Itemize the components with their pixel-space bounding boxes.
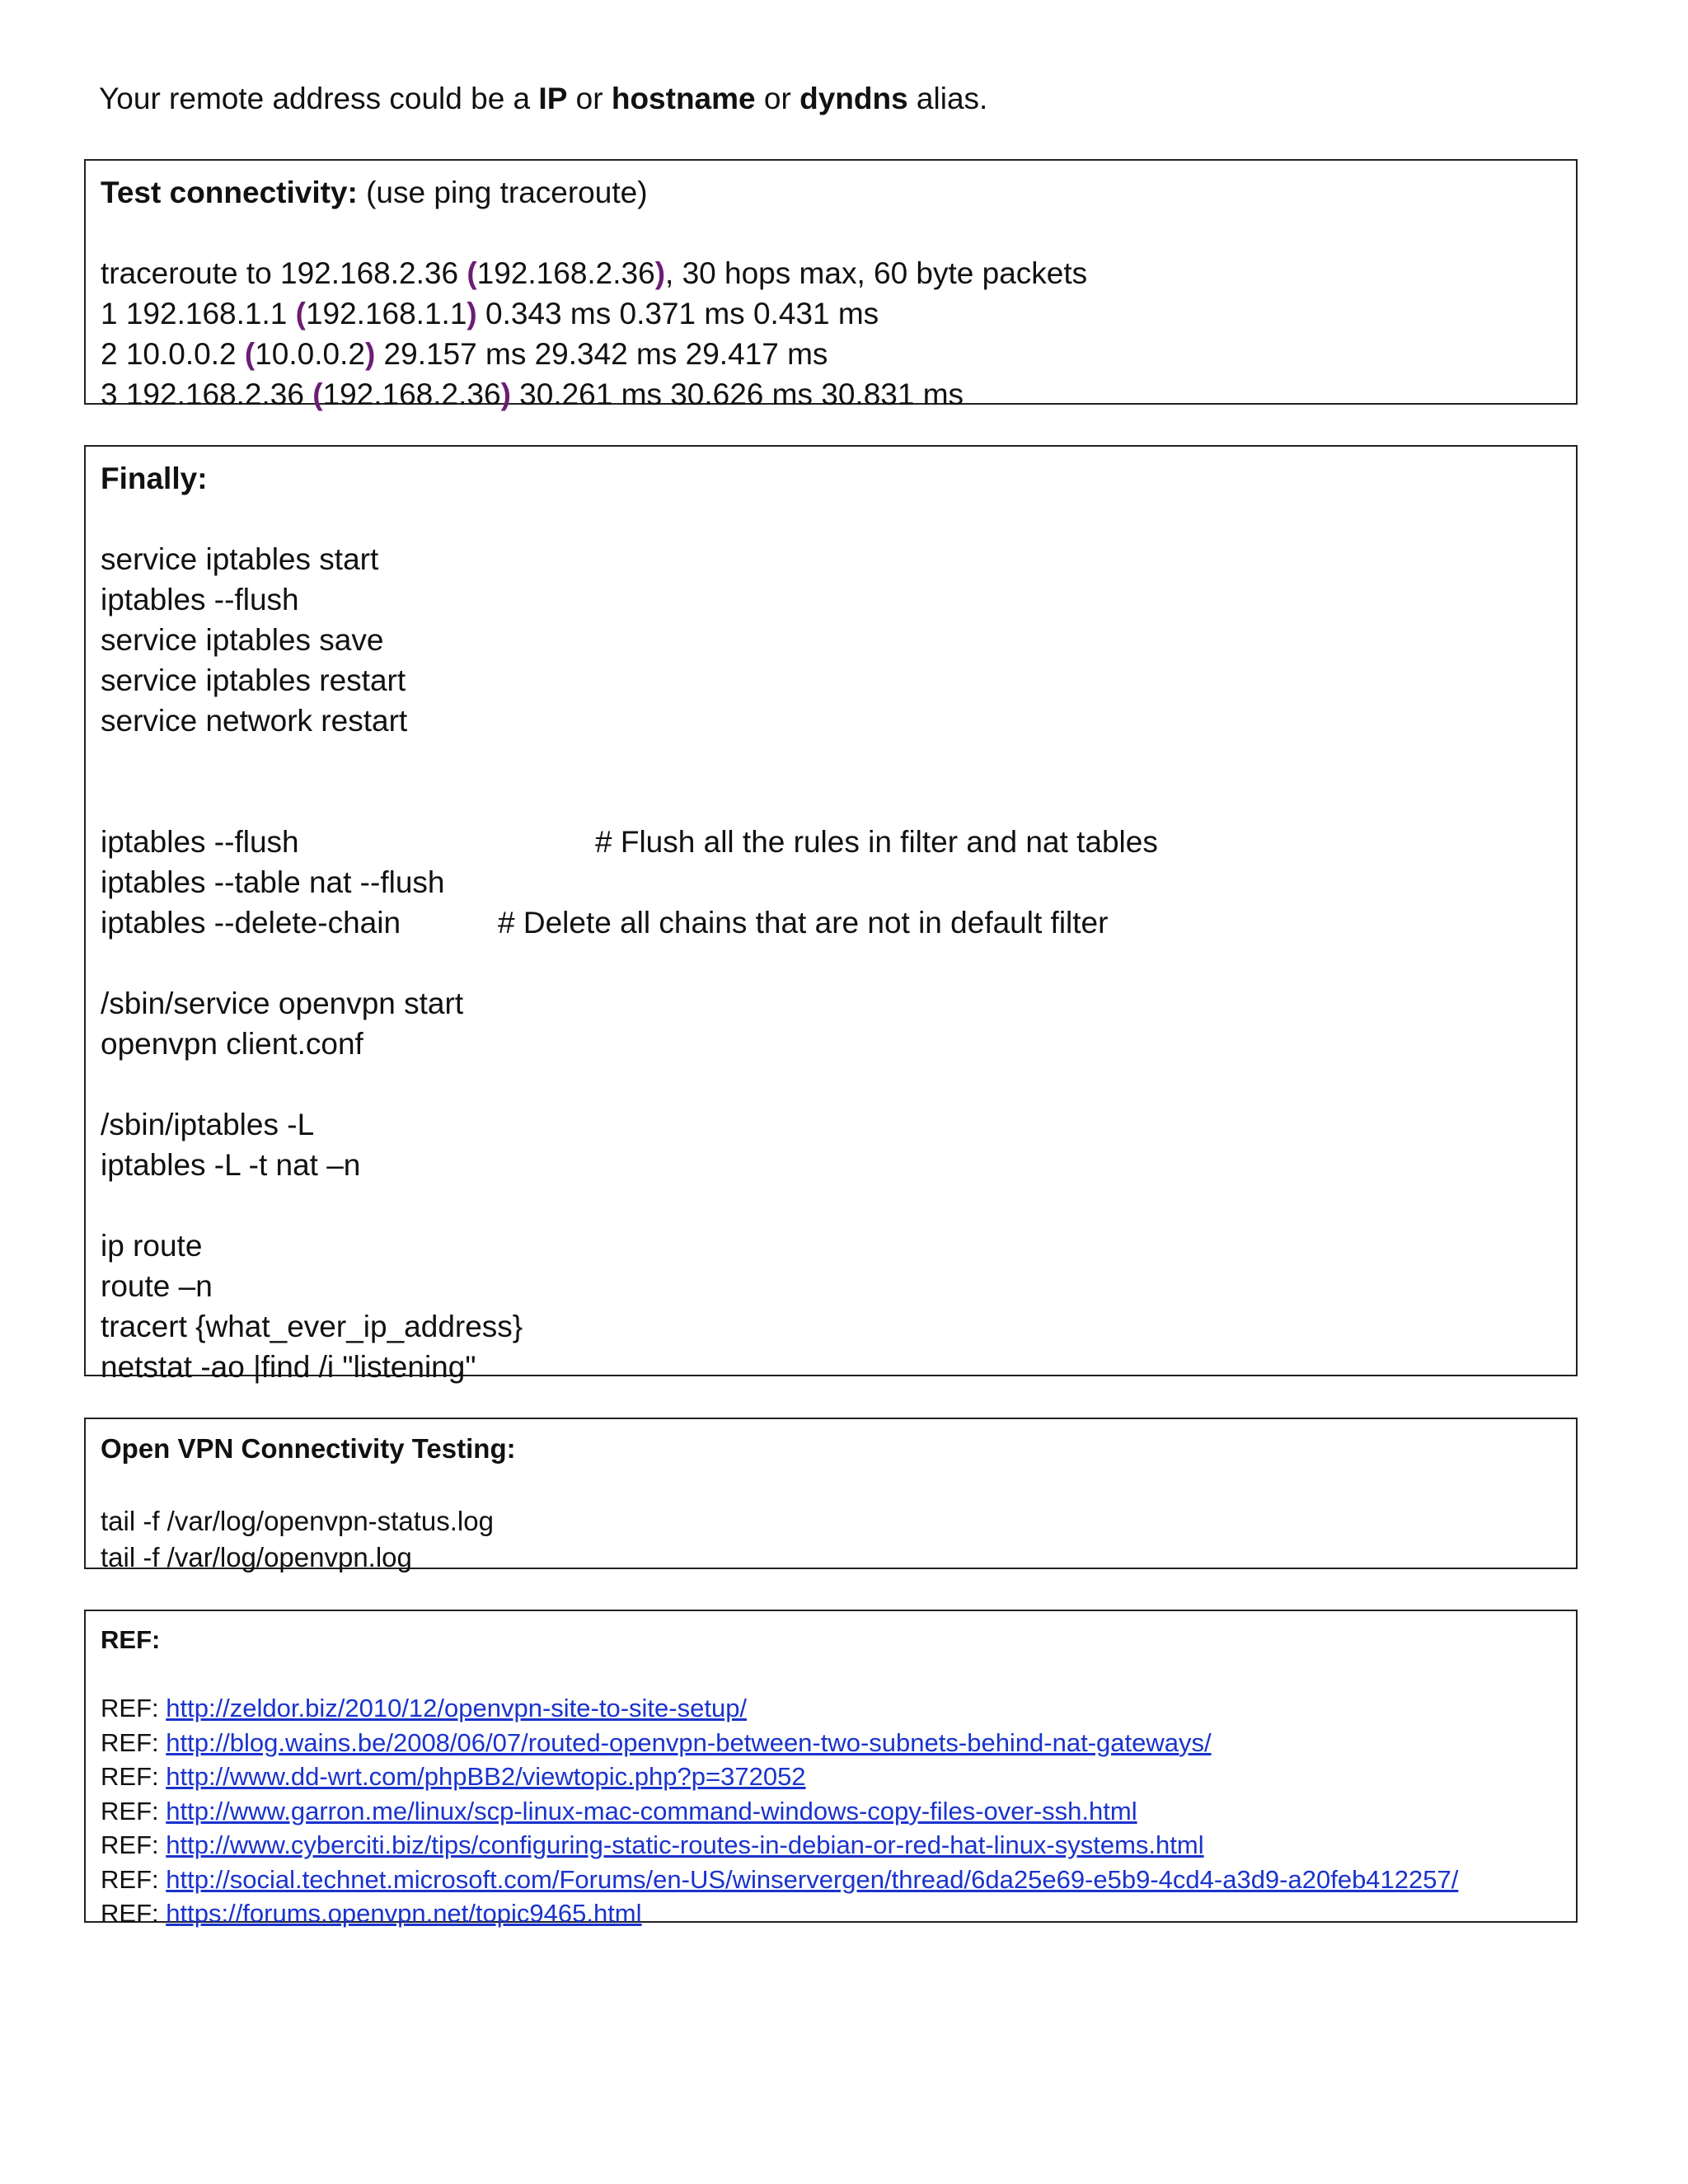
test-connectivity-heading <box>101 172 1576 213</box>
hop-ip: 192.168.2.36 <box>322 377 501 411</box>
test-connectivity-box <box>84 159 1578 411</box>
command-line: tail -f /var/log/openvpn.log <box>101 1542 412 1572</box>
paren-open: ( <box>295 297 306 330</box>
traceroute-hop-line <box>101 334 1576 374</box>
ref-link[interactable]: http://www.garron.me/linux/scp-linux-mac-command-windows-copy-files-over-ssh.html <box>166 1796 1137 1825</box>
openvpn-testing-heading <box>101 1431 1576 1467</box>
finally-heading <box>101 458 1576 499</box>
ref-link[interactable]: http://social.technet.microsoft.com/Forums/en-US/winservergen/thread/6da25e69-e5b9-4cd4-a3d9-a20feb412257/ <box>166 1864 1459 1894</box>
delete-chain-command: iptables --delete-chain <box>101 906 401 940</box>
paren-close: ) <box>364 337 376 371</box>
ref-prefix: REF: <box>101 1830 166 1859</box>
command-line: tail -f /var/log/openvpn-status.log <box>101 1506 494 1536</box>
ref-line <box>101 1760 1576 1794</box>
traceroute-details: , 30 hops max, 60 byte packets <box>665 256 1088 290</box>
ref-prefix: REF: <box>101 1762 166 1791</box>
intro-post: alias. <box>907 82 988 115</box>
ref-line <box>101 1726 1576 1760</box>
ref-line <box>101 1863 1576 1897</box>
ref-line <box>101 1828 1576 1863</box>
hop-times: 29.157 ms 29.342 ms 29.417 ms <box>375 337 828 371</box>
ref-prefix: REF: <box>101 1796 166 1825</box>
test-connectivity-title: Test connectivity: <box>101 176 358 209</box>
paren-open: ( <box>312 377 323 411</box>
ref-prefix: REF: <box>101 1899 166 1928</box>
command-line: iptables --table nat --flush <box>101 865 445 899</box>
ref-line <box>101 1896 1576 1931</box>
paren-close: ) <box>654 256 666 290</box>
command-line: route –n <box>101 1269 213 1303</box>
command-line: service iptables start <box>101 542 379 576</box>
delete-chain-row <box>101 902 1576 943</box>
command-line: service iptables save <box>101 623 384 657</box>
ref-box <box>84 1610 1578 1928</box>
hop-times: 0.343 ms 0.371 ms 0.431 ms <box>476 297 879 330</box>
traceroute-hop-line <box>101 374 1576 415</box>
command-line: service network restart <box>101 704 408 738</box>
intro-sentence <box>99 78 987 119</box>
hop-text: 1 192.168.1.1 <box>101 297 296 330</box>
command-line: openvpn client.conf <box>101 1027 363 1061</box>
traceroute-hop-line <box>101 293 1576 334</box>
command-line: ip route <box>101 1229 203 1263</box>
hop-text: 3 192.168.2.36 <box>101 377 313 411</box>
test-connectivity-note: (use ping traceroute) <box>357 176 648 209</box>
traceroute-ip: 192.168.2.36 <box>476 256 655 290</box>
paren-close: ) <box>500 377 511 411</box>
openvpn-testing-title: Open VPN Connectivity Testing: <box>101 1433 516 1464</box>
intro-hostname: hostname <box>611 82 756 115</box>
ref-title: REF: <box>101 1625 161 1654</box>
paren-open: ( <box>467 256 477 290</box>
ref-line <box>101 1691 1576 1726</box>
ref-link[interactable]: https://forums.openvpn.net/topic9465.html <box>166 1899 642 1928</box>
hop-ip: 10.0.0.2 <box>255 337 365 371</box>
intro-ip: IP <box>538 82 568 115</box>
command-line: /sbin/service openvpn start <box>101 987 464 1020</box>
ref-link[interactable]: http://www.cyberciti.biz/tips/configuring-static-routes-in-debian-or-red-hat-linux-systems.html <box>166 1830 1204 1859</box>
flush-command: iptables --flush <box>101 825 299 859</box>
command-line: tracert {what_ever_ip_address} <box>101 1310 523 1343</box>
ref-link[interactable]: http://www.dd-wrt.com/phpBB2/viewtopic.php?p=372052 <box>166 1762 806 1791</box>
command-line: service iptables restart <box>101 663 406 697</box>
intro-or-2: or <box>755 82 800 115</box>
ref-prefix: REF: <box>101 1727 166 1757</box>
openvpn-testing-box <box>84 1418 1578 1572</box>
intro-pre: Your remote address could be a <box>99 82 539 115</box>
flush-command-row <box>101 822 1576 862</box>
ref-prefix: REF: <box>101 1864 166 1894</box>
ref-prefix: REF: <box>101 1694 166 1722</box>
ref-link[interactable]: http://zeldor.biz/2010/12/openvpn-site-to-site-setup/ <box>166 1694 748 1722</box>
flush-comment: # Flush all the rules in filter and nat tables <box>595 825 1158 859</box>
hop-text: 2 10.0.0.2 <box>101 337 245 371</box>
paren-close: ) <box>467 297 477 330</box>
intro-dyndns: dyndns <box>799 82 908 115</box>
command-line: netstat -ao |find /i "listening" <box>101 1350 476 1384</box>
finally-title: Finally: <box>101 462 208 495</box>
intro-or-1: or <box>567 82 612 115</box>
ref-heading <box>101 1623 1576 1657</box>
command-line: iptables --flush <box>101 583 299 616</box>
ref-line <box>101 1794 1576 1829</box>
traceroute-line <box>101 253 1576 293</box>
paren-open: ( <box>244 337 256 371</box>
ref-link[interactable]: http://blog.wains.be/2008/06/07/routed-openvpn-between-two-subnets-behind-nat-gateways/ <box>166 1727 1212 1757</box>
hop-times: 30.261 ms 30.626 ms 30.831 ms <box>510 377 964 411</box>
command-line: iptables -L -t nat –n <box>101 1148 361 1182</box>
hop-ip: 192.168.1.1 <box>305 297 467 330</box>
traceroute-text: traceroute to 192.168.2.36 <box>101 256 467 290</box>
command-line: /sbin/iptables -L <box>101 1108 315 1141</box>
delete-chain-comment: # Delete all chains that are not in default filter <box>498 906 1109 940</box>
finally-box <box>84 445 1578 1384</box>
